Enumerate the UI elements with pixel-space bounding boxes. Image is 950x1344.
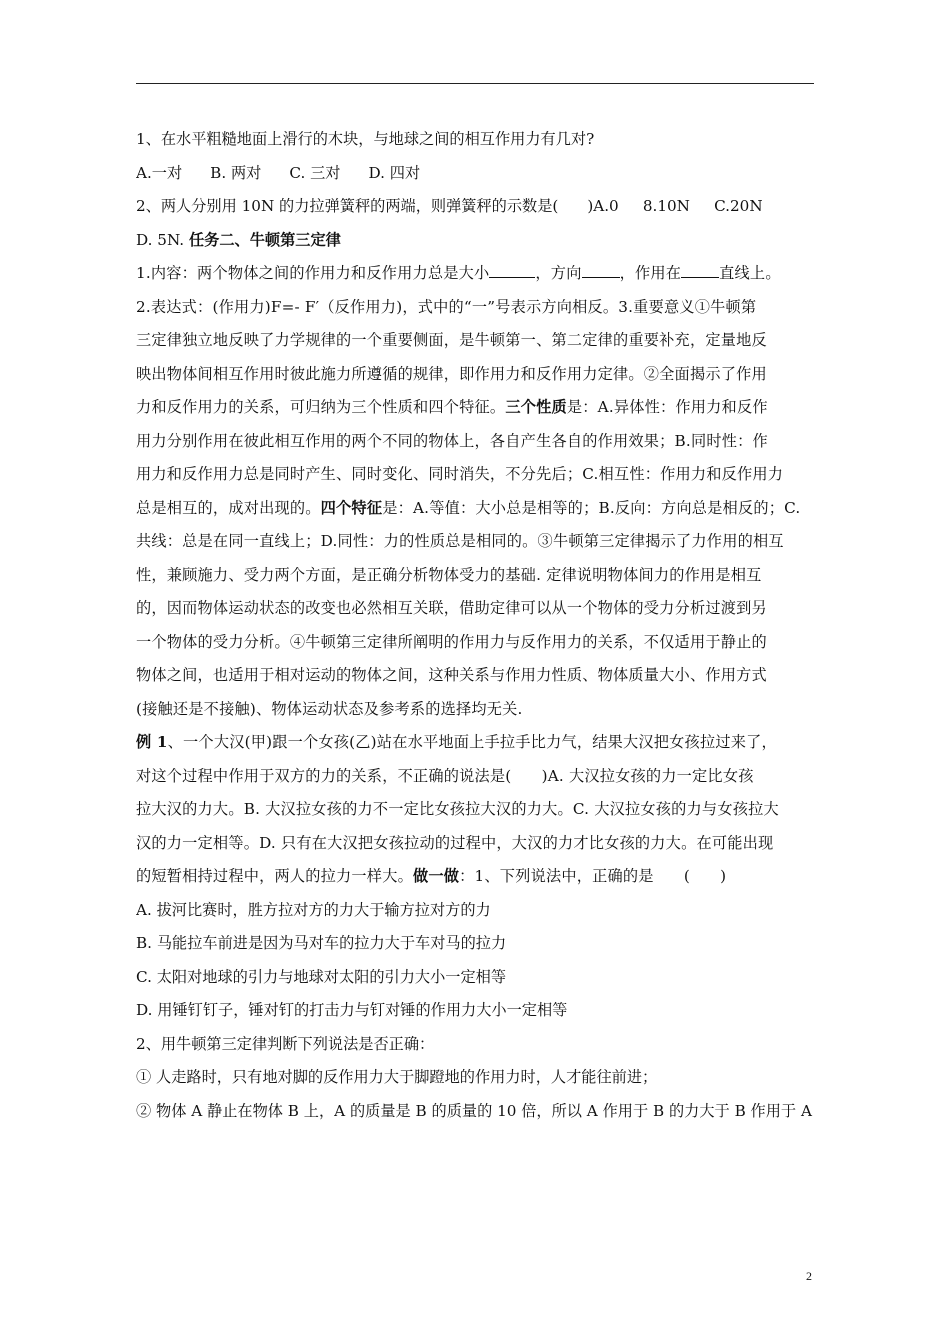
- paragraph-line: 2.表达式：(作用力)F=- F′（反作用力)，式中的“一”号表示方向相反。3.重要意义①牛顿第: [136, 297, 757, 316]
- question-2-cont: [136, 229, 816, 263]
- fill-blank: [489, 263, 535, 278]
- content-text: ，作用在: [619, 264, 682, 282]
- paragraph-line: 三定律独立地反映了力学规律的一个重要侧面，是牛顿第一、第二定律的重要补充，定量地反: [136, 331, 767, 349]
- fill-blank: [582, 263, 620, 278]
- paragraph-line: 共线：总是在同一直线上；D.同性：力的性质总是相同的。③牛顿第三定律揭示了力作用的相互: [136, 532, 784, 550]
- content-text: 直线上。: [719, 264, 781, 282]
- paragraph-text: 总是相互的，成对出现的。: [136, 498, 321, 517]
- example-text: ：1、下列说法中，正确的是 ( ): [459, 867, 727, 885]
- paragraph-text: 是：A.异体性：作用力和反作: [566, 398, 768, 416]
- paragraph-line: (接触还是不接触)、物体运动状态及参考系的选择均无关.: [136, 699, 523, 718]
- paragraph-line: [136, 497, 816, 531]
- example-text: 、一个大汉(甲)跟一个女孩(乙)站在水平地面上手拉手比力气，结果大汉把女孩拉过来了，: [167, 733, 777, 751]
- practice-2-question: 2、用牛顿第三定律判断下列说法是否正确：: [136, 1034, 435, 1053]
- paragraph-line: [136, 396, 816, 430]
- option-c: C. 三对: [289, 163, 341, 182]
- practice-option: B. 马能拉车前进是因为马对车的拉力大于车对马的拉力: [136, 934, 507, 952]
- question-2: 2、两人分别用 10N 的力拉弹簧秤的两端，则弹簧秤的示数是( )A.0 8.10N C.20N: [136, 197, 763, 215]
- paragraph-line: 一个物体的受力分析。④牛顿第三定律所阐明的作用力与反作用力的关系，不仅适用于静止的: [136, 632, 767, 651]
- paragraph-line: 的，因而物体运动状态的改变也必然相互关联，借助定律可以从一个物体的受力分析过渡到另: [136, 599, 767, 617]
- example-text: 的短暂相持过程中，两人的拉力一样大。: [136, 867, 413, 885]
- content-text: ，方向: [535, 264, 582, 282]
- paragraph-line: 性，兼顾施力、受力两个方面，是正确分析物体受力的基础. 定律说明物体间力的作用是相互: [136, 565, 762, 584]
- content-line: [136, 262, 816, 296]
- practice-option: D. 用锤钉钉子，锤对钉的打击力与钉对锤的作用力大小一定相等: [136, 1001, 568, 1019]
- paragraph-line: 用力和反作用力总是同时产生、同时变化、同时消失，不分先后；C.相互性：作用力和反作用力: [136, 465, 784, 483]
- paragraph-text: 是：A.等值：大小总是相等的；B.反向：方向总是相反的；C.: [382, 498, 801, 517]
- try-label: 做一做: [412, 867, 460, 885]
- example-line: 对这个过程中作用于双方的力的关系，不正确的说法是( )A. 大汉拉女孩的力一定比女孩: [136, 766, 754, 785]
- practice-option: C. 太阳对地球的引力与地球对太阳的引力大小一定相等: [136, 967, 507, 986]
- option-a: A.一对: [136, 163, 183, 182]
- example-line: [136, 731, 816, 765]
- practice-2-item: ① 人走路时，只有地对脚的反作用力大于脚蹬地的作用力时，人才能往前进；: [136, 1068, 658, 1086]
- paragraph-line: 映出物体间相互作用时彼此施力所遵循的规律，即作用力和反作用力定律。②全面揭示了作用: [136, 364, 767, 383]
- bold-label: 四个特征: [320, 498, 383, 517]
- content-text: 1.内容：两个物体之间的作用力和反作用力总是大小: [136, 264, 490, 282]
- example-line: 拉大汉的力大。B. 大汉拉女孩的力不一定比女孩拉大汉的力大。C. 大汉拉女孩的力与女孩拉大: [136, 800, 779, 818]
- question-1-options: [136, 162, 816, 196]
- option-d: D. 5N.: [136, 230, 185, 249]
- header-rule: [136, 83, 814, 84]
- page-number: 2: [806, 1269, 812, 1283]
- paragraph-line: 用力分别作用在彼此相互作用的两个不同的物体上，各自产生各自的作用效果；B.同时性：作: [136, 431, 768, 450]
- example-label: 例 1: [136, 733, 168, 751]
- practice-option: A. 拔河比赛时，胜方拉对方的力大于输方拉对方的力: [136, 900, 491, 919]
- document-body: [136, 128, 816, 1133]
- example-line: [136, 865, 816, 899]
- option-d: D. 四对: [368, 163, 421, 182]
- task-heading: 任务二、牛顿第三定律: [188, 230, 341, 249]
- bold-label: 三个性质: [505, 398, 567, 416]
- fill-blank: [681, 263, 719, 278]
- paragraph-text: 力和反作用力的关系，可归纳为三个性质和四个特征。: [136, 398, 506, 416]
- option-b: B. 两对: [210, 163, 262, 182]
- practice-2-item: ② 物体 A 静止在物体 B 上，A 的质量是 B 的质量的 10 倍，所以 A 作用于 B 的力大于 B 作用于 A: [136, 1101, 812, 1120]
- paragraph-line: 物体之间，也适用于相对运动的物体之间，这种关系与作用力性质、物体质量大小、作用方式: [136, 666, 767, 684]
- question-1: 1、在水平粗糙地面上滑行的木块，与地球之间的相互作用力有几对?: [136, 130, 595, 148]
- example-line: 汉的力一定相等。D. 只有在大汉把女孩拉动的过程中，大汉的力才比女孩的力大。在可能出现: [136, 833, 774, 852]
